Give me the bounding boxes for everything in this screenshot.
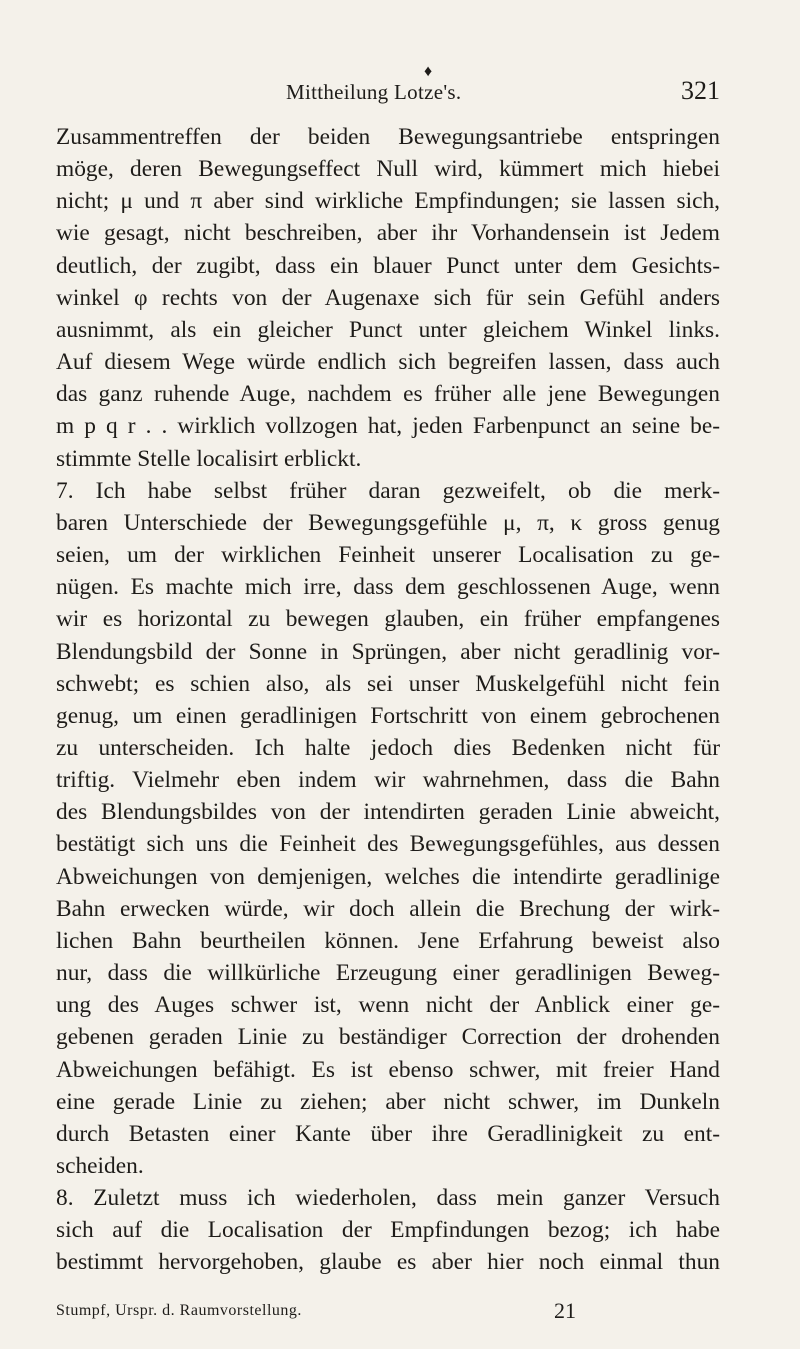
text-line: seien, um der wirklichen Feinheit unserer Localisation zu ge- xyxy=(56,542,720,569)
text-line: Abweichungen befähigt. Es ist ebenso schwer, mit freier Hand xyxy=(56,1056,720,1083)
text-line: ausnimmt, als ein gleicher Punct unter gleichem Winkel links. xyxy=(56,316,720,343)
text-line: winkel φ rechts von der Augenaxe sich für sein Gefühl anders xyxy=(56,284,720,311)
text-line: Auf diesem Wege würde endlich sich begreifen lassen, dass auch xyxy=(56,349,720,376)
printer-signature: Stumpf, Urspr. d. Raumvorstellung. xyxy=(56,1302,302,1319)
text-line: des Blendungsbildes von der intendirten geraden Linie abweicht, xyxy=(56,799,720,826)
text-line: Abweichungen von demjenigen, welches die intendirte geradlinige xyxy=(56,863,720,890)
text-line: bestätigt sich uns die Feinheit des Bewegungsgefühles, aus dessen xyxy=(56,831,720,858)
text-line: m p q r . . wirklich vollzogen hat, jeden Farbenpunct an seine be- xyxy=(56,413,720,440)
text-line: triftig. Vielmehr eben indem wir wahrnehmen, dass die Bahn xyxy=(56,767,720,794)
text-line: lichen Bahn beurtheilen können. Jene Erfahrung beweist also xyxy=(56,927,720,954)
text-line: deutlich, der zugibt, dass ein blauer Punct unter dem Gesichts- xyxy=(56,252,720,279)
text-line: gebenen geraden Linie zu beständiger Correction der drohenden xyxy=(56,1024,720,1051)
page-number: 321 xyxy=(681,76,720,105)
text-line: nügen. Es machte mich irre, dass dem geschlossenen Auge, wenn xyxy=(56,574,720,601)
text-line: scheiden. xyxy=(56,1153,144,1179)
diamond-ornament-icon: ♦ xyxy=(424,63,433,80)
body-text xyxy=(56,121,720,1279)
text-line: zu unterscheiden. Ich halte jedoch dies Bedenken nicht für xyxy=(56,734,720,761)
text-line: durch Betasten einer Kante über ihre Geradlinigkeit zu ent- xyxy=(56,1120,720,1147)
text-line: Bahn erwecken würde, wir doch allein die Brechung der wirk- xyxy=(56,895,720,922)
sheet-number: 21 xyxy=(554,1298,576,1323)
text-line: das ganz ruhende Auge, nachdem es früher alle jene Bewegungen xyxy=(56,381,720,408)
text-line: möge, deren Bewegungseffect Null wird, kümmert mich hiebei xyxy=(56,156,720,183)
page-header xyxy=(56,76,720,108)
text-line: ung des Auges schwer ist, wenn nicht der Anblick einer ge- xyxy=(56,992,720,1019)
text-line: Blendungsbild der Sonne in Sprüngen, aber nicht geradlinig vor- xyxy=(56,638,720,665)
text-line: 8. Zuletzt muss ich wiederholen, dass mein ganzer Versuch xyxy=(56,1185,720,1212)
running-head: Mittheilung Lotze's. xyxy=(286,80,462,104)
text-line: nur, dass die willkürliche Erzeugung einer geradlinigen Beweg- xyxy=(56,960,720,987)
text-line: schwebt; es schien also, als sei unser Muskelgefühl nicht fein xyxy=(56,670,720,697)
page-footer xyxy=(56,1298,720,1324)
text-line: 7. Ich habe selbst früher daran gezweifelt, ob die merk- xyxy=(56,477,720,504)
text-line: wie gesagt, nicht beschreiben, aber ihr Vorhandensein ist Jedem xyxy=(56,220,720,247)
text-line: genug, um einen geradlinigen Fortschritt von einem gebrochenen xyxy=(56,702,720,729)
text-line: sich auf die Localisation der Empfindungen bezog; ich habe xyxy=(56,1217,720,1244)
text-line: baren Unterschiede der Bewegungsgefühle μ, π, κ gross genug xyxy=(56,509,720,536)
text-line: bestimmt hervorgehoben, glaube es aber hier noch einmal thun xyxy=(56,1249,720,1276)
text-line: eine gerade Linie zu ziehen; aber nicht schwer, im Dunkeln xyxy=(56,1088,720,1115)
text-line: stimmte Stelle localisirt erblickt. xyxy=(56,445,362,472)
text-line: wir es horizontal zu bewegen glauben, ein früher empfangenes xyxy=(56,606,720,633)
text-line: Zusammentreffen der beiden Bewegungsantriebe entspringen xyxy=(56,124,720,150)
text-line: nicht; μ und π aber sind wirkliche Empfindungen; sie lassen sich, xyxy=(56,188,720,215)
